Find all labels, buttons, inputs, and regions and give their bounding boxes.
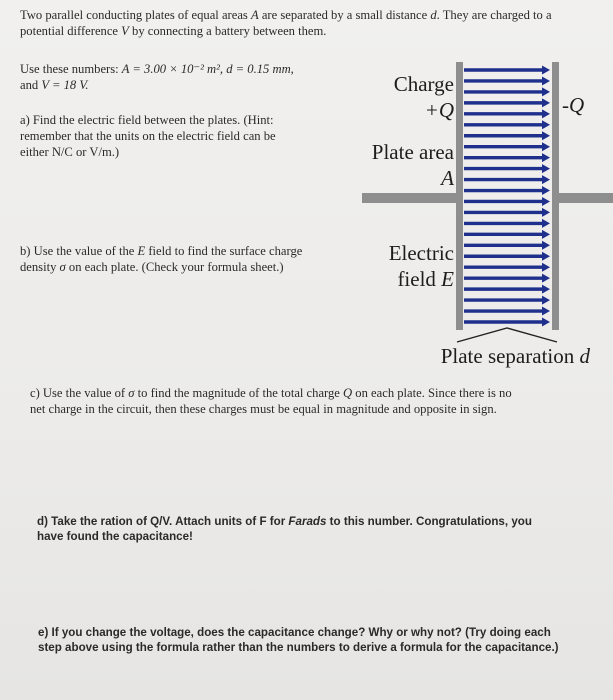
farads-word: Farads — [288, 515, 327, 528]
right-plate-base — [555, 193, 613, 203]
question-b-text: b) Use the value of the — [20, 244, 138, 258]
separation-d-symbol: d — [579, 344, 590, 368]
charge-label: Charge — [393, 72, 454, 96]
field-e-label — [362, 267, 454, 292]
given-values-label: and — [20, 78, 42, 92]
separation-bracket — [457, 328, 557, 342]
given-voltage-math: V = 18 V. — [41, 78, 89, 92]
question-a-line: a) Find the electric field between the plates. (Hint: — [20, 113, 274, 127]
minus-q-symbol: -Q — [562, 93, 585, 117]
field-arrow — [464, 197, 550, 206]
field-arrow-head — [542, 197, 550, 206]
field-arrow-head — [542, 87, 550, 96]
question-d-line: have found the capacitance! — [37, 530, 193, 543]
field-arrow — [464, 263, 550, 272]
symbol-e: E — [137, 244, 146, 258]
plus-q-symbol: +Q — [424, 98, 454, 122]
field-arrow-head — [542, 241, 550, 250]
field-arrow-head — [542, 219, 550, 228]
field-arrow — [464, 142, 550, 151]
field-arrow-head — [542, 98, 550, 107]
plus-q-label — [362, 98, 454, 123]
field-arrow — [464, 98, 550, 107]
field-arrow — [464, 87, 550, 96]
field-arrow-head — [542, 164, 550, 173]
given-values-math: A = 3.00 × 10⁻² m², d = 0.15 mm, — [121, 62, 294, 76]
field-arrow — [464, 120, 550, 129]
field-arrow-head — [542, 175, 550, 184]
field-arrow — [464, 109, 550, 118]
question-a-line: either N/C or V/m.) — [20, 145, 120, 159]
field-arrow-head — [542, 142, 550, 151]
minus-q-label — [562, 93, 608, 118]
field-arrow — [464, 252, 550, 261]
question-d-text: to this number. Congratulations, you — [326, 515, 532, 528]
field-arrow — [464, 296, 550, 305]
intro-text: Two parallel conducting plates of equal areas — [20, 8, 251, 22]
field-arrow-head — [542, 66, 550, 75]
field-arrow-head — [542, 208, 550, 217]
field-arrow-head — [542, 186, 550, 195]
left-plate-base — [362, 193, 458, 203]
field-arrow-head — [542, 76, 550, 85]
plate-separation-text: Plate separation — [440, 344, 580, 368]
field-arrows — [464, 66, 550, 327]
field-arrow — [464, 318, 550, 327]
field-arrow-head — [542, 263, 550, 272]
question-b-text: density — [20, 260, 60, 274]
question-d-text: d) Take the ration of Q/V. Attach units of F for — [37, 515, 289, 528]
symbol-sigma: σ — [59, 260, 66, 274]
field-arrow — [464, 219, 550, 228]
field-arrow-head — [542, 307, 550, 316]
area-symbol-text: A — [441, 166, 454, 190]
area-symbol — [362, 166, 454, 191]
intro-text: are separated by a small distance — [258, 8, 431, 22]
field-arrow-head — [542, 274, 550, 283]
question-c-text: to find the magnitude of the total charge — [134, 386, 344, 400]
field-arrow — [464, 208, 550, 217]
electric-label: Electric — [388, 241, 454, 265]
plate-separation-label — [390, 344, 590, 369]
question-b-text: field to find the surface charge — [145, 244, 303, 258]
field-arrow — [464, 175, 550, 184]
symbol-a: A — [250, 8, 259, 22]
field-arrow — [464, 307, 550, 316]
question-e-line: e) If you change the voltage, does the capacitance change? Why or why not? (Try doing each — [38, 626, 551, 639]
field-arrow-head — [542, 131, 550, 140]
field-arrow-head — [542, 296, 550, 305]
field-arrow-head — [542, 153, 550, 162]
symbol-sigma: σ — [128, 386, 135, 400]
field-word: field — [397, 267, 442, 291]
field-arrow-head — [542, 109, 550, 118]
field-arrow — [464, 186, 550, 195]
field-e-symbol: E — [441, 267, 454, 291]
field-arrow — [464, 153, 550, 162]
question-b-text: on each plate. (Check your formula sheet.) — [65, 260, 284, 274]
question-e-line: step above using the formula rather than the numbers to derive a formula for the capacitance.) — [38, 641, 559, 654]
field-arrow — [464, 230, 550, 239]
field-arrow — [464, 66, 550, 75]
field-arrow — [464, 274, 550, 283]
question-c-text: on each plate. Since there is no — [352, 386, 512, 400]
field-arrow — [464, 164, 550, 173]
field-arrow — [464, 241, 550, 250]
symbol-v: V — [121, 24, 129, 38]
field-arrow-head — [542, 285, 550, 294]
field-arrow — [464, 131, 550, 140]
field-arrow-head — [542, 318, 550, 327]
plate-area-label: Plate area — [371, 140, 454, 164]
field-arrow-head — [542, 120, 550, 129]
question-a-line: remember that the units on the electric field can be — [20, 129, 276, 143]
field-arrow — [464, 285, 550, 294]
question-c-line: net charge in the circuit, then these charges must be equal in magnitude and opposite in sign. — [30, 402, 497, 416]
field-arrow-head — [542, 252, 550, 261]
symbol-q: Q — [343, 386, 353, 400]
given-values-label: Use these numbers: — [20, 62, 122, 76]
field-arrow — [464, 76, 550, 85]
intro-text: by connecting a battery between them. — [128, 24, 327, 38]
intro-text: . They are charged to a potential difference — [20, 8, 552, 38]
field-arrow-head — [542, 230, 550, 239]
symbol-d: d — [430, 8, 437, 22]
question-c-text: c) Use the value of — [30, 386, 129, 400]
